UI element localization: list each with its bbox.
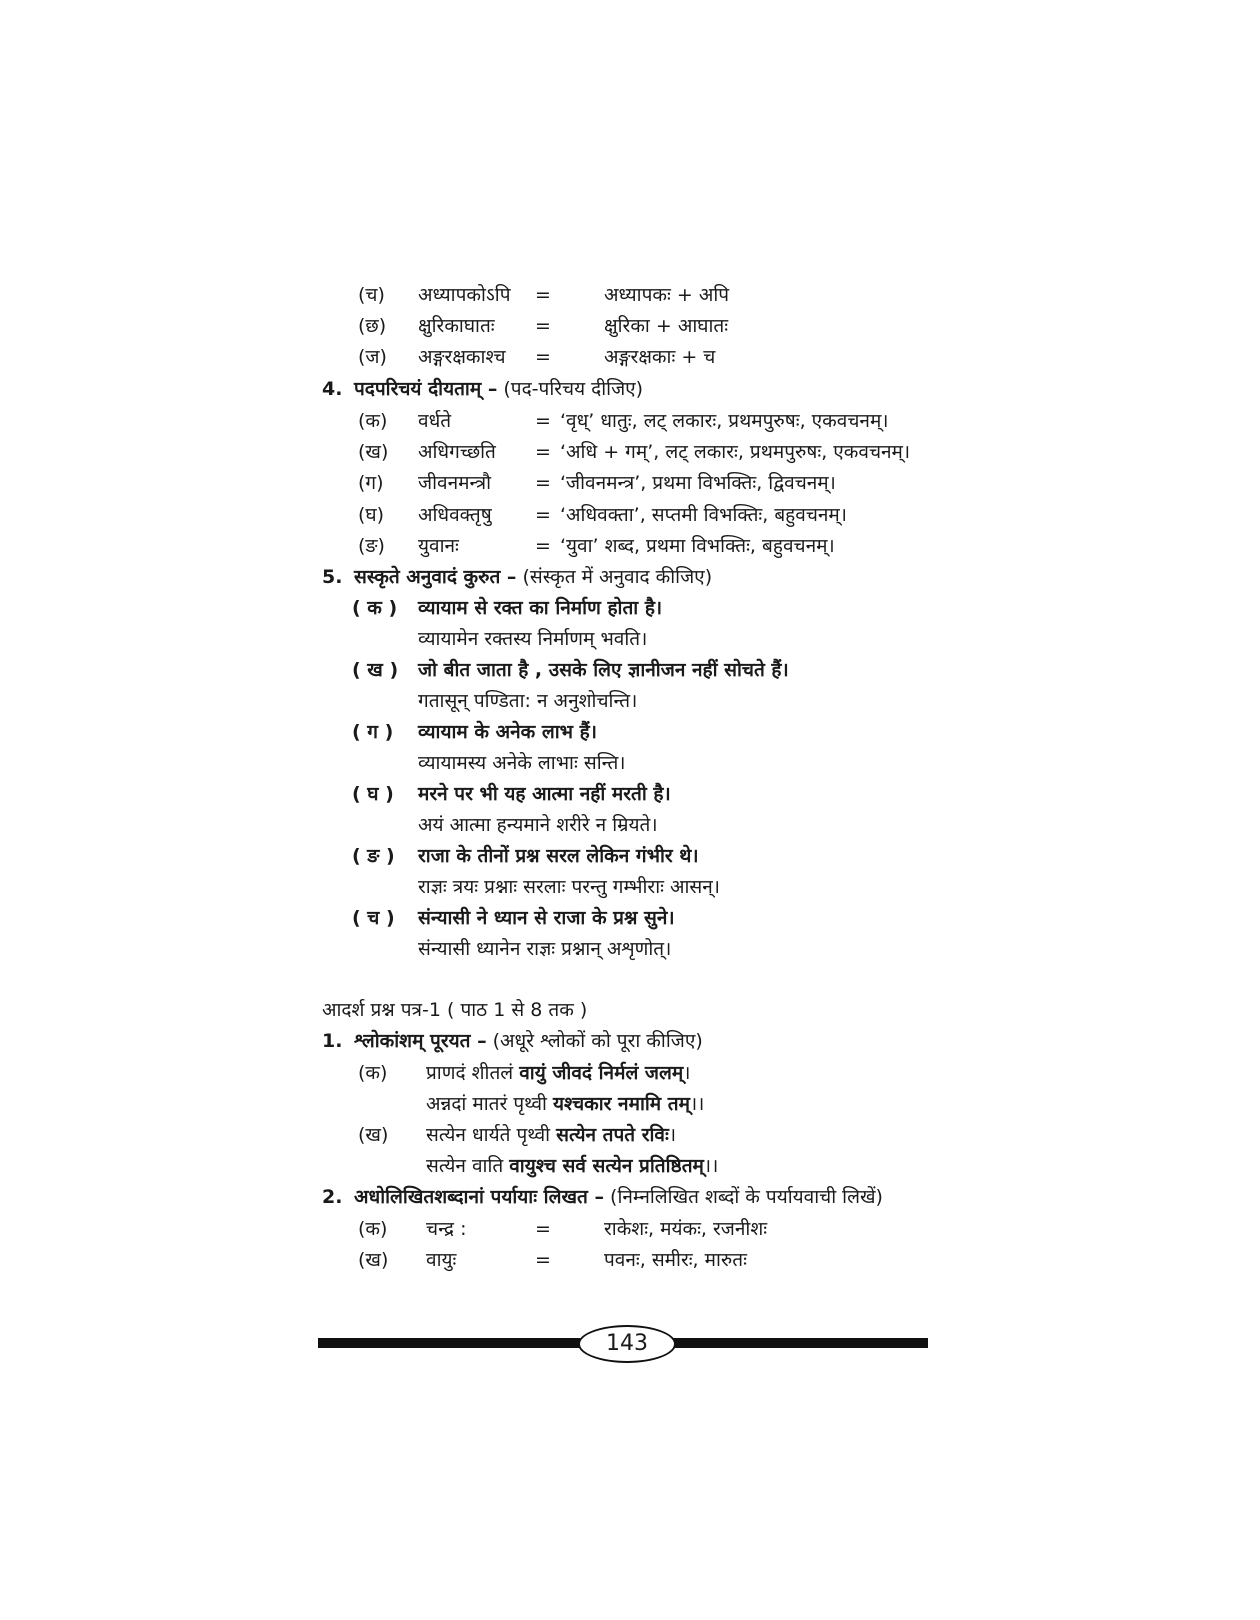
question-number: 5. xyxy=(322,566,343,588)
row-description: ‘जीवनमन्त्र’, प्रथमा विभक्तिः, द्विवचनम्। xyxy=(560,472,836,494)
page-number: 143 xyxy=(578,1325,676,1363)
row-label: (क) xyxy=(358,1218,388,1240)
row-synonyms: राकेशः, मयंकः, रजनीशः xyxy=(604,1218,768,1240)
question-hint: (अधूरे श्लोकों को पूरा कीजिए) xyxy=(492,1030,703,1052)
row-word: युवानः xyxy=(418,535,459,557)
row-equals: = xyxy=(535,1218,551,1240)
row-equals: = xyxy=(535,315,551,337)
row-word: अधिगच्छति xyxy=(418,441,496,463)
question-heading xyxy=(354,1028,703,1054)
shloka-given: सत्येन धार्यते पृथ्वी xyxy=(426,1124,557,1146)
sanskrit-translation: गतासून् पण्डिता: न अनुशोचन्ति। xyxy=(418,690,638,712)
question-heading xyxy=(354,376,643,402)
question-hint: (संस्कृत में अनुवाद कीजिए) xyxy=(522,566,713,588)
sanskrit-translation: व्यायामस्य अनेके लाभाः सन्ति। xyxy=(418,752,626,774)
shloka-answer: सत्येन तपते रविः xyxy=(556,1124,669,1146)
row-word: वायुः xyxy=(426,1249,457,1271)
hindi-sentence: जो बीत जाता है , उसके लिए ज्ञानीजन नहीं सोचते हैं। xyxy=(418,659,789,681)
question-title: अधोलिखितशब्दानां पर्यायाः लिखत – xyxy=(354,1186,604,1208)
question-heading xyxy=(354,564,712,590)
row-label: (ग) xyxy=(358,472,384,494)
hindi-sentence: संन्यासी ने ध्यान से राजा के प्रश्न सुने। xyxy=(418,907,675,929)
item-label: (ख) xyxy=(358,1124,389,1146)
item-label: ( ग ) xyxy=(352,721,394,743)
row-word: जीवनमन्त्रौ xyxy=(418,472,492,494)
item-label: ( ख ) xyxy=(352,659,399,681)
question-heading xyxy=(354,1184,883,1210)
danda: । xyxy=(683,1062,691,1084)
row-word: अङ्गरक्षकाश्च xyxy=(418,346,506,368)
item-label: ( ङ ) xyxy=(352,845,395,867)
shloka-line xyxy=(426,1091,704,1117)
shloka-line xyxy=(426,1060,690,1086)
row-description: ‘अधि + गम्’, लट् लकारः, प्रथमपुरुषः, एकवचनम्। xyxy=(560,441,911,463)
row-split: अङ्गरक्षकाः + च xyxy=(604,346,716,368)
row-word: क्षुरिकाघातः xyxy=(418,315,495,337)
row-equals: = xyxy=(535,410,551,432)
row-description: ‘अधिवक्ता’, सप्तमी विभक्तिः, बहुवचनम्। xyxy=(560,504,847,526)
footer-rule-left xyxy=(318,1338,580,1348)
sanskrit-translation: संन्यासी ध्यानेन राज्ञः प्रश्नान् अशृणोत्। xyxy=(418,938,672,960)
hindi-sentence: राजा के तीनों प्रश्न सरल लेकिन गंभीर थे। xyxy=(418,845,699,867)
row-description: ‘युवा’ शब्द, प्रथमा विभक्तिः, बहुवचनम्। xyxy=(560,535,835,557)
sanskrit-translation: व्यायामेन रक्तस्य निर्माणम् भवति। xyxy=(418,628,648,650)
row-label: (ङ) xyxy=(358,535,385,557)
item-label: (क) xyxy=(358,1062,388,1084)
row-split: अध्यापकः + अपि xyxy=(604,284,730,306)
row-equals: = xyxy=(535,441,551,463)
shloka-given: प्राणदं शीतलं xyxy=(426,1062,520,1084)
row-equals: = xyxy=(535,1249,551,1271)
row-word: चन्द्र : xyxy=(426,1218,467,1240)
question-number: 4. xyxy=(322,378,343,400)
question-title: पदपरिचयं दीयताम् – xyxy=(354,378,498,400)
item-label: ( घ ) xyxy=(352,783,394,805)
hindi-sentence: मरने पर भी यह आत्मा नहीं मरती है। xyxy=(418,783,671,805)
question-number: 2. xyxy=(322,1186,343,1208)
danda: ।। xyxy=(689,1093,705,1115)
shloka-answer: वायुं जीवदं निर्मलं जलम् xyxy=(519,1062,684,1084)
question-number: 1. xyxy=(322,1030,343,1052)
question-title: श्लोकांशम् पूरयत – xyxy=(354,1030,487,1052)
footer-rule-right xyxy=(670,1338,928,1348)
row-label: (ज) xyxy=(358,346,387,368)
row-split: क्षुरिका + आघातः xyxy=(604,315,729,337)
sanskrit-translation: राज्ञः त्रयः प्रश्नाः सरलाः परन्तु गम्भीराः आसन्। xyxy=(418,876,721,898)
row-equals: = xyxy=(535,504,551,526)
hindi-sentence: व्यायाम से रक्त का निर्माण होता है। xyxy=(418,597,663,619)
row-label: (च) xyxy=(358,284,385,306)
item-label: ( क ) xyxy=(352,597,398,619)
row-label: (घ) xyxy=(358,504,385,526)
row-word: वर्धते xyxy=(418,410,452,432)
row-label: (क) xyxy=(358,410,388,432)
sanskrit-translation: अयं आत्मा हन्यमाने शरीरे न म्रियते। xyxy=(418,814,658,836)
shloka-line xyxy=(426,1122,676,1148)
shloka-line xyxy=(426,1153,718,1179)
question-title: सस्कृते अनुवादं कुरुत – xyxy=(354,566,517,588)
row-equals: = xyxy=(535,284,551,306)
row-label: (ख) xyxy=(358,441,389,463)
row-equals: = xyxy=(535,346,551,368)
row-equals: = xyxy=(535,472,551,494)
hindi-sentence: व्यायाम के अनेक लाभ हैं। xyxy=(418,721,597,743)
row-label: (ख) xyxy=(358,1249,389,1271)
row-label: (छ) xyxy=(358,315,387,337)
row-equals: = xyxy=(535,535,551,557)
row-word: अध्यापकोऽपि xyxy=(418,284,511,306)
shloka-answer: यश्चकार नमामि तम् xyxy=(552,1093,690,1115)
question-hint: (निम्नलिखित शब्दों के पर्यायवाची लिखें) xyxy=(610,1186,883,1208)
item-label: ( च ) xyxy=(352,907,395,929)
paper-title: आदर्श प्रश्न पत्र-1 ( पाठ 1 से 8 तक ) xyxy=(322,999,588,1021)
shloka-given: सत्येन वाति xyxy=(426,1155,510,1177)
question-hint: (पद-परिचय दीजिए) xyxy=(503,378,644,400)
danda: ।। xyxy=(703,1155,719,1177)
row-description: ‘वृध्’ धातुः, लट् लकारः, प्रथमपुरुषः, एकवचनम्। xyxy=(560,410,889,432)
danda: । xyxy=(668,1124,677,1146)
row-word: अधिवक्तृषु xyxy=(418,504,492,526)
shloka-answer: वायुश्च सर्व सत्येन प्रतिष्ठितम् xyxy=(509,1155,704,1177)
row-synonyms: पवनः, समीरः, मारुतः xyxy=(604,1249,747,1271)
shloka-given: अन्नदां मातरं पृथ्वी xyxy=(426,1093,553,1115)
